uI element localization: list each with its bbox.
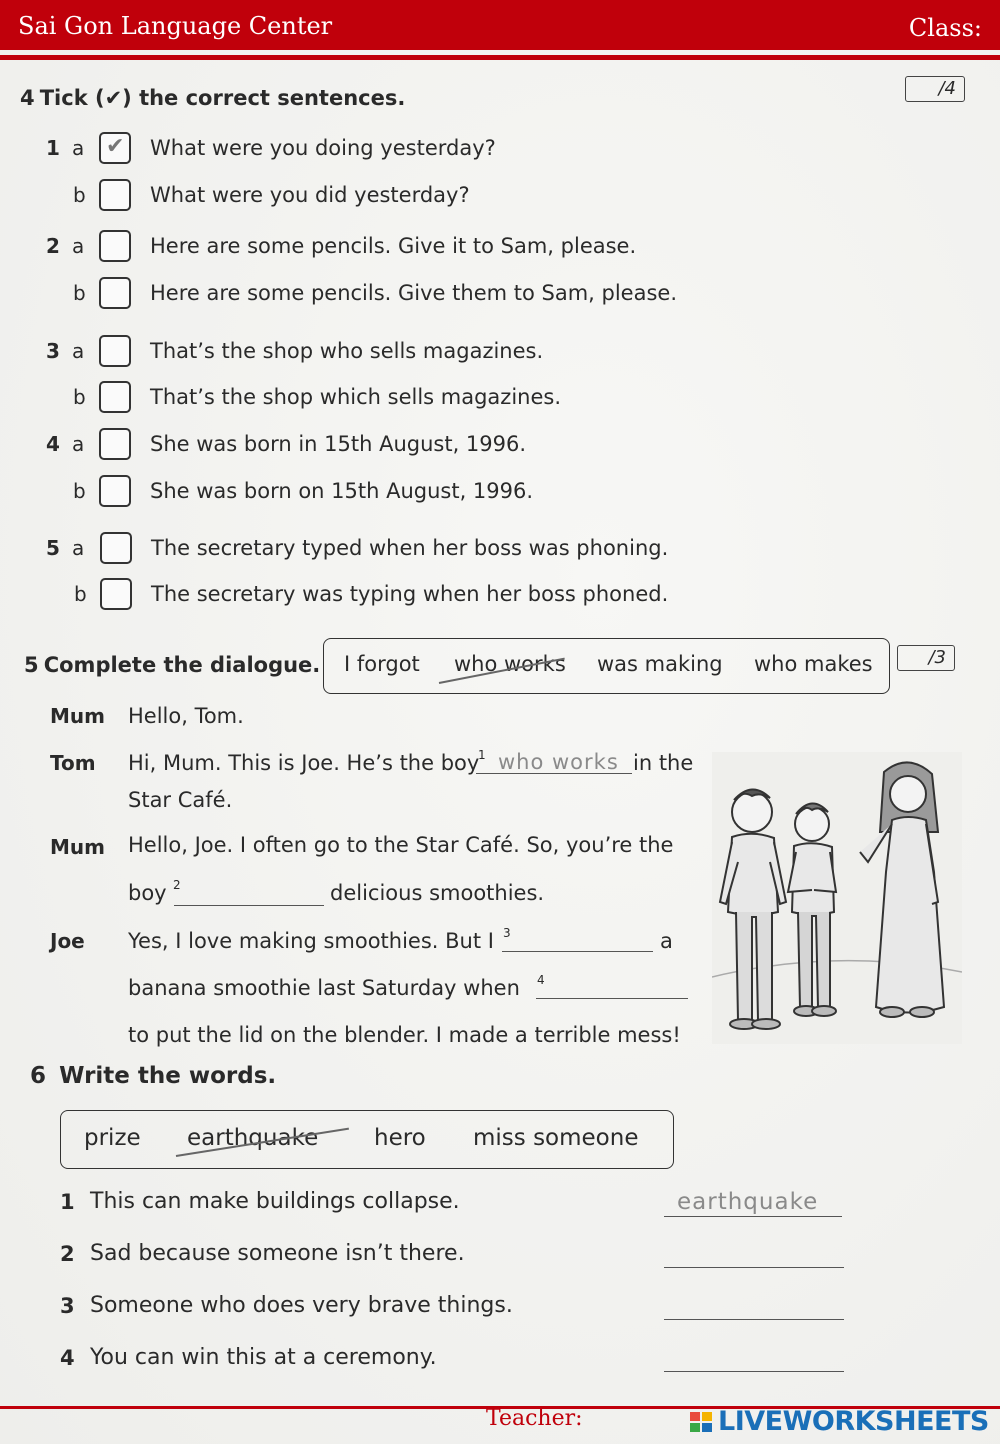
word-bank-item: miss someone [473, 1125, 639, 1151]
question-1-text: This can make buildings collapse. [90, 1189, 460, 1214]
item-4a-letter: a [72, 432, 85, 456]
word-bank-item: hero [374, 1125, 426, 1151]
section6-heading [30, 1063, 276, 1089]
item-4a-sentence: She was born in 15th August, 1996. [150, 432, 527, 456]
speaker-mum: Mum [50, 835, 105, 859]
question-1-number: 1 [60, 1190, 75, 1214]
dialogue-line: Hello, Tom. [128, 704, 244, 728]
item-5a-letter: a [72, 536, 85, 560]
section5-score: /3 [928, 647, 946, 668]
liveworksheets-logo-icon [690, 1410, 714, 1434]
question-3-text: Someone who does very brave things. [90, 1293, 513, 1318]
class-label: Class: [908, 14, 982, 42]
speaker-joe: Joe [50, 929, 85, 953]
question-3-number: 3 [60, 1294, 75, 1318]
word-bank-item: was making [597, 652, 723, 676]
speaker-tom: Tom [50, 751, 96, 775]
item-4-number: 4 [46, 432, 60, 456]
blank-number: 2 [173, 878, 181, 892]
dialogue-line: boy [128, 881, 167, 905]
item-2a-letter: a [72, 234, 85, 258]
section4-title: Tick (✔) the correct sentences. [39, 86, 406, 110]
question-2-number: 2 [60, 1242, 75, 1266]
dialogue-line: Hello, Joe. I often go to the Star Café. So, you’re the [128, 833, 674, 857]
question-2-answer-line[interactable] [664, 1266, 844, 1268]
item-1a-checkbox[interactable] [99, 132, 131, 164]
item-5-number: 5 [46, 536, 60, 560]
item-2b-checkbox[interactable] [99, 277, 131, 309]
question-2-text: Sad because someone isn’t there. [90, 1241, 465, 1266]
dialogue-line: Hi, Mum. This is Joe. He’s the boy [128, 751, 480, 775]
dialogue-line: Star Café. [128, 788, 233, 812]
answer-blank-4[interactable] [536, 997, 688, 999]
item-5b-letter: b [74, 582, 87, 606]
question-4-number: 4 [60, 1346, 75, 1370]
question-1-answer: earthquake [677, 1189, 819, 1215]
section4-heading [20, 86, 405, 110]
word-bank-item: earthquake [187, 1125, 319, 1151]
item-3-number: 3 [46, 339, 60, 363]
answer-blank-2[interactable] [174, 904, 324, 906]
section4-number: 4 [20, 86, 35, 110]
item-5b-sentence: The secretary was typing when her boss phoned. [151, 582, 669, 606]
question-4-answer-line[interactable] [664, 1370, 844, 1372]
dialogue-line: Yes, I love making smoothies. But I [128, 929, 494, 953]
item-3a-sentence: That’s the shop who sells magazines. [150, 339, 544, 363]
item-1-number: 1 [46, 136, 60, 160]
center-name: Sai Gon Language Center [18, 12, 333, 40]
question-1-answer-line[interactable] [664, 1215, 842, 1217]
dialogue-line: to put the lid on the blender. I made a terrible mess! [128, 1023, 681, 1047]
dialogue-line: banana smoothie last Saturday when [128, 976, 520, 1000]
item-2b-sentence: Here are some pencils. Give them to Sam, please. [150, 281, 677, 305]
question-4-text: You can win this at a ceremony. [90, 1345, 437, 1370]
item-1a-sentence: What were you doing yesterday? [150, 136, 496, 160]
word-bank-item: prize [84, 1125, 141, 1151]
blank-number: 4 [537, 973, 545, 987]
item-1b-letter: b [73, 183, 86, 207]
section6-number: 6 [30, 1063, 47, 1089]
section5-score-box [897, 645, 955, 671]
section4-score-box [905, 76, 965, 102]
section6-word-bank [60, 1110, 674, 1169]
teacher-label: Teacher: [486, 1406, 583, 1431]
word-bank-item: I forgot [344, 652, 420, 676]
item-3b-checkbox[interactable] [99, 381, 131, 413]
section5-number: 5 [24, 653, 39, 677]
item-5a-sentence: The secretary typed when her boss was phoning. [151, 536, 669, 560]
item-3b-sentence: That’s the shop which sells magazines. [150, 385, 561, 409]
word-bank-item: who makes [754, 652, 873, 676]
item-1b-checkbox[interactable] [99, 179, 131, 211]
item-1a-letter: a [72, 136, 85, 160]
item-1b-sentence: What were you did yesterday? [150, 183, 470, 207]
item-3a-letter: a [72, 339, 85, 363]
word-bank-item: who works [454, 652, 566, 676]
item-4b-checkbox[interactable] [99, 475, 131, 507]
header-divider [0, 55, 1000, 60]
item-4a-checkbox[interactable] [99, 428, 131, 460]
item-5a-checkbox[interactable] [100, 532, 132, 564]
liveworksheets-logo[interactable]: LIVEWORKSHEETS [718, 1406, 989, 1437]
dialogue-line: a [660, 929, 673, 953]
answer-blank-3[interactable] [502, 950, 653, 952]
item-3a-checkbox[interactable] [99, 335, 131, 367]
dialogue-line: delicious smoothies. [330, 881, 545, 905]
section5-title: Complete the dialogue. [43, 653, 321, 677]
blank-number: 1 [478, 748, 486, 762]
people-illustration [712, 752, 962, 1044]
item-3b-letter: b [73, 385, 86, 409]
item-5b-checkbox[interactable] [100, 578, 132, 610]
item-2a-checkbox[interactable] [99, 230, 131, 262]
item-4b-letter: b [73, 479, 86, 503]
item-2a-sentence: Here are some pencils. Give it to Sam, please. [150, 234, 637, 258]
header-bar [0, 0, 1000, 50]
speaker-mum: Mum [50, 704, 105, 728]
blank-number: 3 [503, 926, 511, 940]
section5-word-bank [323, 638, 890, 694]
item-2b-letter: b [73, 281, 86, 305]
section4-score: /4 [938, 78, 956, 99]
section6-title: Write the words. [59, 1063, 277, 1089]
check-mark-icon: ✔ [106, 134, 125, 159]
item-2-number: 2 [46, 234, 60, 258]
question-3-answer-line[interactable] [664, 1318, 844, 1320]
answer-1: who works [498, 750, 619, 774]
section5-heading [24, 653, 320, 677]
item-4b-sentence: She was born on 15th August, 1996. [150, 479, 534, 503]
dialogue-line: in the [633, 751, 694, 775]
